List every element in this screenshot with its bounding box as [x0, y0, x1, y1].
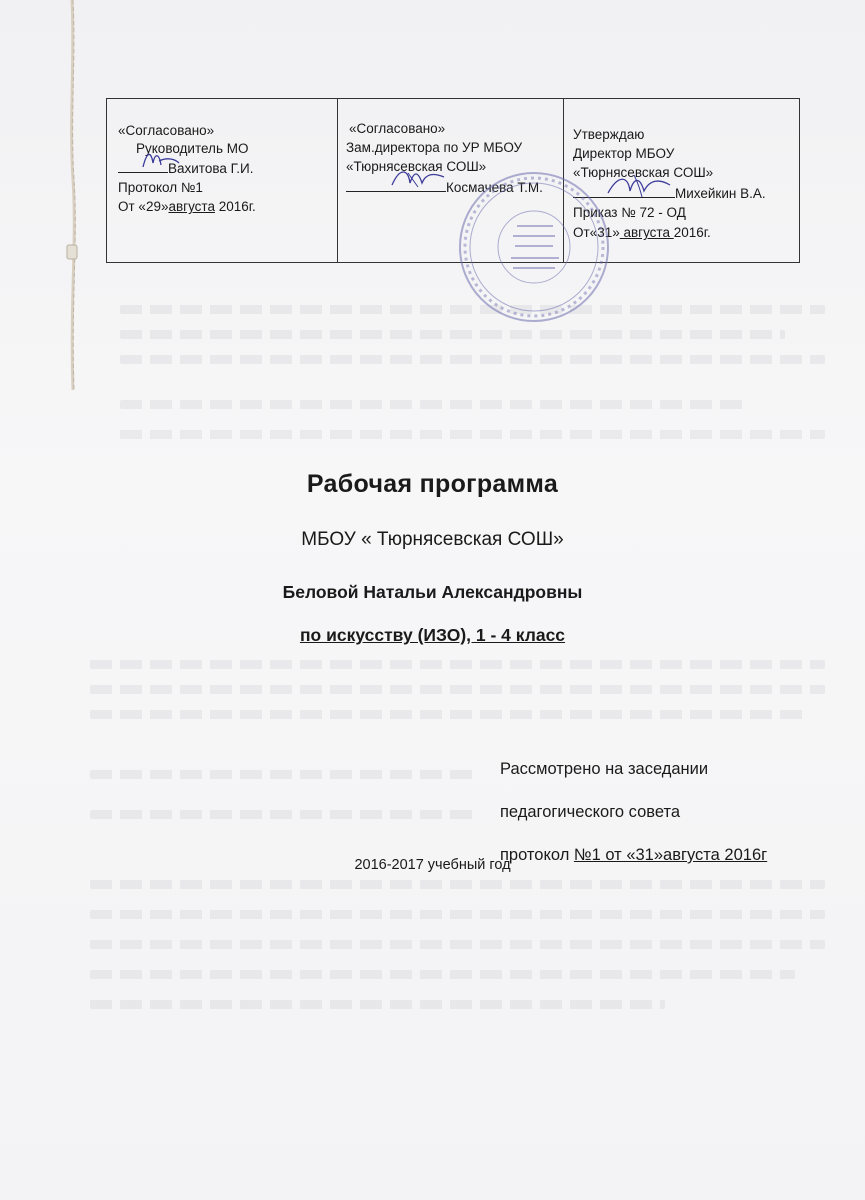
director-signature-mark — [604, 169, 674, 201]
teacher-name: Беловой Натальи Александровны — [282, 582, 583, 602]
school-name: МБОУ « Тюрнясевская СОШ» — [301, 529, 564, 550]
bleed-through-line — [90, 685, 825, 694]
director-role: Директор МБОУ — [573, 146, 675, 161]
deputy-name: Космачева Т.М. — [446, 180, 543, 195]
mo-date-prefix: От «29» — [118, 199, 169, 214]
mo-head-name: Вахитова Г.И. — [168, 161, 254, 176]
bleed-through-line — [90, 710, 805, 719]
approval-table — [106, 98, 800, 263]
director-date-prefix: От«31» — [573, 225, 620, 240]
deputy-heading: «Согласовано» — [349, 121, 446, 136]
subject-line — [0, 625, 865, 646]
bleed-through-line — [90, 940, 825, 949]
deputy-signature-mark — [388, 163, 448, 193]
mo-protocol: Протокол №1 — [118, 180, 203, 195]
bleed-through-line — [90, 810, 475, 819]
director-school: «Тюрнясевская СОШ» — [573, 165, 714, 180]
binding-thread — [64, 0, 80, 390]
mo-head-role: Руководитель МО — [136, 141, 249, 156]
mo-head-signature-mark — [137, 147, 183, 175]
deputy-role: Зам.директора по УР МБОУ — [346, 140, 523, 155]
bleed-through-line — [120, 330, 785, 339]
bleed-through-line — [120, 400, 745, 409]
bleed-through-line — [120, 430, 825, 439]
bleed-through-line — [90, 1000, 665, 1009]
review-line-2: педагогического совета — [500, 803, 681, 821]
agreed-heading: «Согласовано» — [118, 123, 215, 138]
director-heading: Утверждаю — [573, 127, 645, 142]
bleed-through-line — [90, 770, 475, 779]
review-line-1: Рассмотрено на заседании — [500, 760, 709, 778]
bleed-through-line — [90, 970, 795, 979]
school-stamp — [455, 168, 613, 326]
director-order: Приказ № 72 - ОД — [573, 205, 686, 220]
agreed-mo-cell — [107, 99, 338, 263]
mo-date — [118, 197, 256, 216]
subject-text: по искусству (ИЗО), 1 - 4 класс — [299, 625, 566, 645]
director-name: Михейкин В.А. — [675, 186, 766, 201]
document-title: Рабочая программа — [306, 470, 559, 498]
mo-date-suffix: 2016г. — [214, 199, 256, 214]
bleed-through-line — [90, 910, 825, 919]
bleed-through-line — [90, 660, 825, 669]
deputy-school: «Тюрнясевская СОШ» — [346, 159, 487, 174]
academic-year: 2016-2017 учебный год — [354, 857, 511, 873]
mo-date-month: августа — [168, 199, 215, 214]
director-date-month: августа — [619, 225, 674, 240]
director-date-suffix: 2016г. — [673, 225, 711, 240]
review-protocol-date: №1 от «31»августа 2016г — [573, 846, 768, 864]
bleed-through-line — [120, 355, 825, 364]
review-protocol-prefix: протокол — [500, 846, 574, 864]
bleed-through-line — [90, 880, 825, 889]
